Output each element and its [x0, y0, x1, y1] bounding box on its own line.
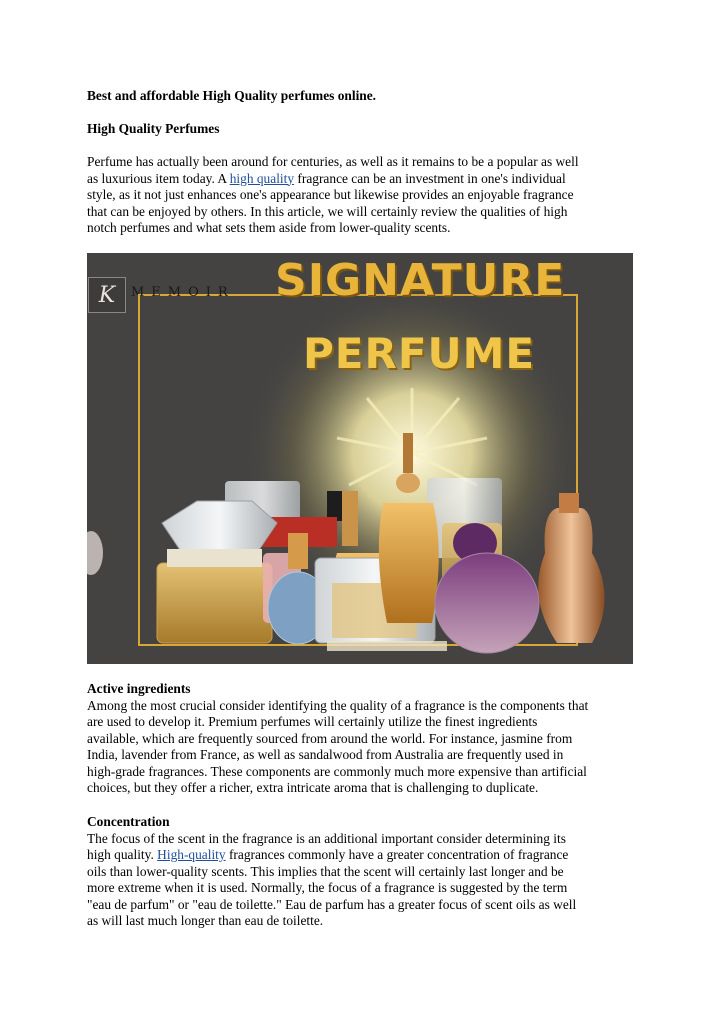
- intro-line: Perfume has actually been around for centuries, as well as it remains to be a popular as well: [87, 154, 579, 169]
- intro-line: style, as it not just enhances one's appearance but likewise provides an enjoyable fragrance: [87, 187, 574, 202]
- high-quality-link[interactable]: high quality: [229, 170, 295, 186]
- brand-name: MEMOIR: [131, 285, 235, 300]
- ingredients-line: Among the most crucial consider identifying the quality of a fragrance is the components that: [87, 697, 589, 713]
- perfume-banner-image: [87, 253, 633, 664]
- concentration-line: more extreme when it is used. Normally, the focus of a fragrance is suggested by the term: [87, 880, 568, 895]
- intro-line: that can be enjoyed by others. In this article, we will certainly review the qualities of high: [87, 203, 568, 219]
- concentration-heading: Concentration: [87, 814, 170, 829]
- memoir-logo: [88, 277, 126, 313]
- ingredients-line: are used to develop it. Premium perfumes will certainly utilize the finest ingredients: [87, 714, 538, 729]
- banner-title-perfume: PERFUME: [303, 329, 536, 378]
- ingredients-line: available, which are frequently sourced from around the world. For instance, jasmine from: [87, 730, 573, 746]
- concentration-section: [87, 814, 637, 930]
- perfume-bottles-illustration: [87, 253, 633, 664]
- ingredients-line: high-grade fragrances. These components are commonly much more expensive than artificial: [87, 763, 587, 779]
- intro-paragraph: [87, 154, 637, 237]
- section-heading-high-quality: High Quality Perfumes: [87, 121, 220, 136]
- banner-title-signature: SIGNATURE: [275, 255, 566, 306]
- ingredients-line: choices, but they offer a richer, extra intricate aroma that is challenging to duplicate.: [87, 780, 539, 795]
- concentration-line: oils than lower-quality scents. This implies that the scent will certainly last longer and be: [87, 863, 564, 879]
- concentration-line: "eau de parfum" or "eau de toilette." Eau de parfum has a greater focus of scent oils as well: [87, 896, 577, 912]
- concentration-line: The focus of the scent in the fragrance is an additional important consider determining its: [87, 830, 566, 846]
- intro-line: as luxurious item today. A high quality fragrance can be an investment in one's individual: [87, 170, 566, 186]
- concentration-line: high quality. High-quality fragrances commonly have a greater concentration of fragrance: [87, 847, 569, 862]
- ingredients-section: [87, 681, 637, 797]
- high-quality-link-2[interactable]: High-quality: [157, 847, 226, 862]
- concentration-line: as will last much longer than eau de toilette.: [87, 913, 324, 928]
- ingredients-heading: Active ingredients: [87, 681, 191, 696]
- ingredients-line: India, lavender from France, as well as sandalwood from Australia are frequently used in: [87, 747, 564, 762]
- document-title: Best and affordable High Quality perfumes online.: [87, 88, 377, 103]
- intro-line: notch perfumes and what sets them aside from lower-quality scents.: [87, 220, 451, 235]
- brand-initial: K: [98, 282, 116, 308]
